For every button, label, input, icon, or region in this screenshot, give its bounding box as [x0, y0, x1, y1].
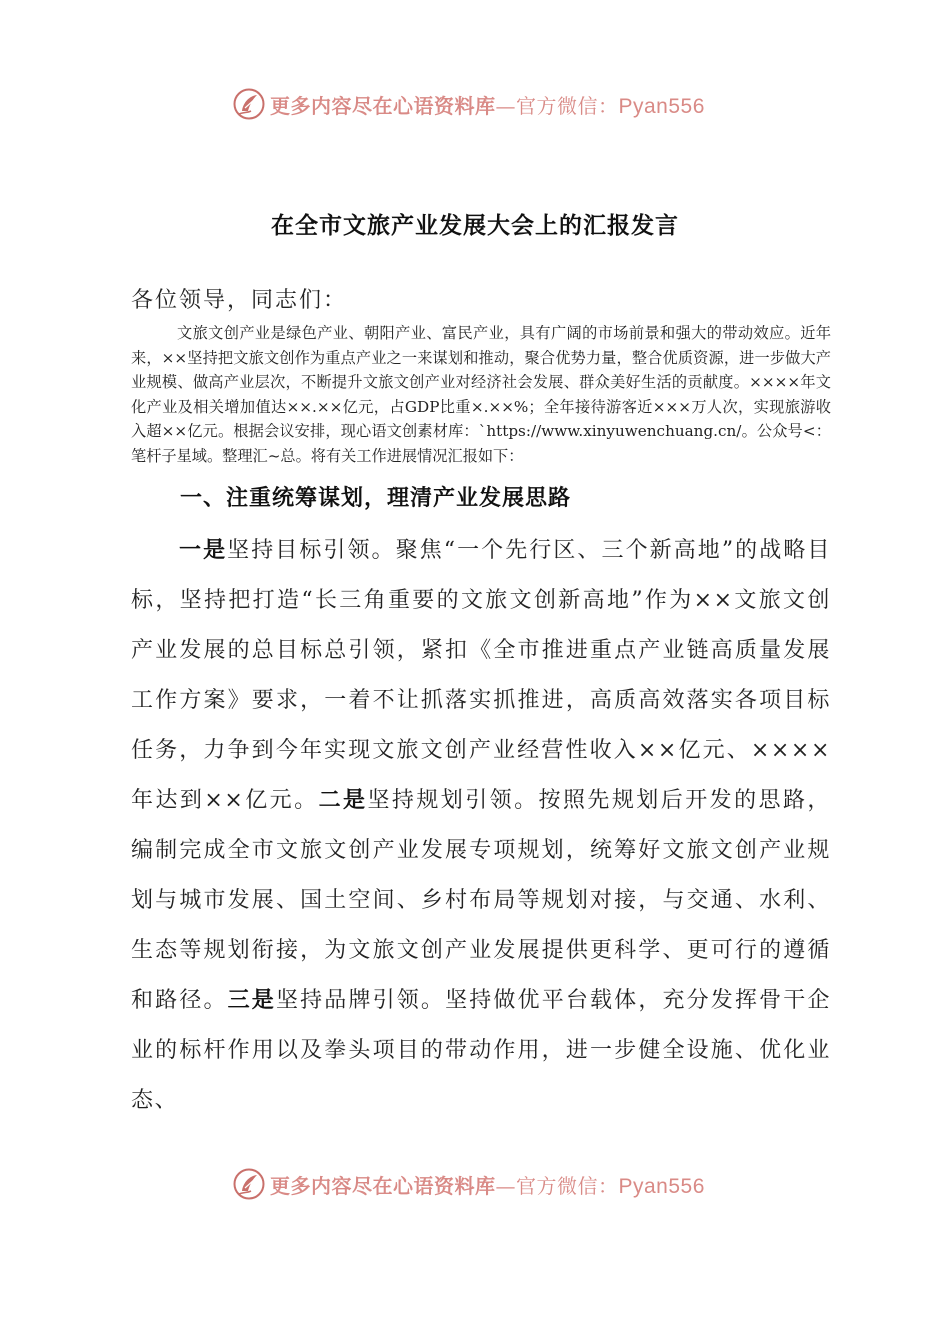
banner-separator: —: [495, 93, 516, 118]
banner-separator: —: [495, 1173, 516, 1198]
footer-watermark-banner: [0, 1160, 950, 1206]
point-one-text: 坚持目标引领。聚焦“一个先行区、三个新高地”的战略目标，坚持把打造“长三角重要的文旅文创新高地”作为××文旅文创产业发展的总目标总引领，紧扣《全市推进重点产业链高质量发展工作方案》要求，一着不让抓落实抓推进，高质高效落实各项目标任务，力争到今年实现文旅文创产业经营性收入××亿元、××××年达到××亿元。: [131, 538, 831, 813]
banner-main-text: 更多内容尽在心语资料库: [270, 1173, 496, 1198]
banner-main-text: 更多内容尽在心语资料库: [270, 93, 496, 118]
point-three-text: 坚持品牌引领。坚持做优平台载体，充分发挥骨干企业的标杆作用以及拳头项目的带动作用，进一步健全设施、优化业态、: [131, 988, 832, 1113]
body-paragraph: [131, 526, 831, 1126]
banner-wechat-id: Pyan556: [618, 1174, 705, 1198]
banner-wechat-id: Pyan556: [618, 94, 705, 118]
point-one-lead: 一是: [179, 538, 228, 563]
point-three-lead: 三是: [227, 988, 276, 1013]
body-paragraph-block: [131, 526, 831, 1126]
brand-logo-icon: [232, 87, 266, 121]
banner-label: 官方微信：: [516, 1173, 619, 1198]
section-heading: 一、注重统筹谋划，理清产业发展思路: [180, 486, 572, 511]
point-two-lead: 二是: [318, 788, 368, 813]
intro-paragraph-block: [131, 321, 831, 469]
brand-logo-icon: [232, 1167, 266, 1201]
banner-label: 官方微信：: [516, 93, 619, 118]
intro-paragraph: 文旅文创产业是绿色产业、朝阳产业、富民产业，具有广阔的市场前景和强大的带动效应。近年来，××坚持把文旅文创作为重点产业之一来谋划和推动，聚合优势力量，整合优质资源，进一步做大产业规模、做高产业层次，不断提升文旅文创产业对经济社会发展、群众美好生活的贡献度。××××年文化产业及相关增加值达××.××亿元，占GDP比重×.××%；全年接待游客近×××万人次，实现旅游收入超××亿元。根据会议安排，现心语文创素材库：`https://www.xinyuwenchuang.cn/。公众号<：笔杆子星域。整理汇~总。将有关工作进展情况汇报如下：: [131, 324, 831, 465]
greeting: 各位领导，同志们：: [131, 288, 348, 313]
point-two-text: 坚持规划引领。按照先规划后开发的思路，编制完成全市文旅文创产业发展专项规划，统筹好文旅文创产业规划与城市发展、国土空间、乡村布局等规划对接，与交通、水利、生态等规划衔接，为文旅文创产业发展提供更科学、更可行的遵循和路径。: [131, 788, 832, 1013]
document-title: 在全市文旅产业发展大会上的汇报发言: [271, 213, 679, 239]
header-watermark-banner: [0, 80, 950, 126]
banner-text: [270, 1170, 705, 1199]
banner-text: [270, 90, 705, 119]
